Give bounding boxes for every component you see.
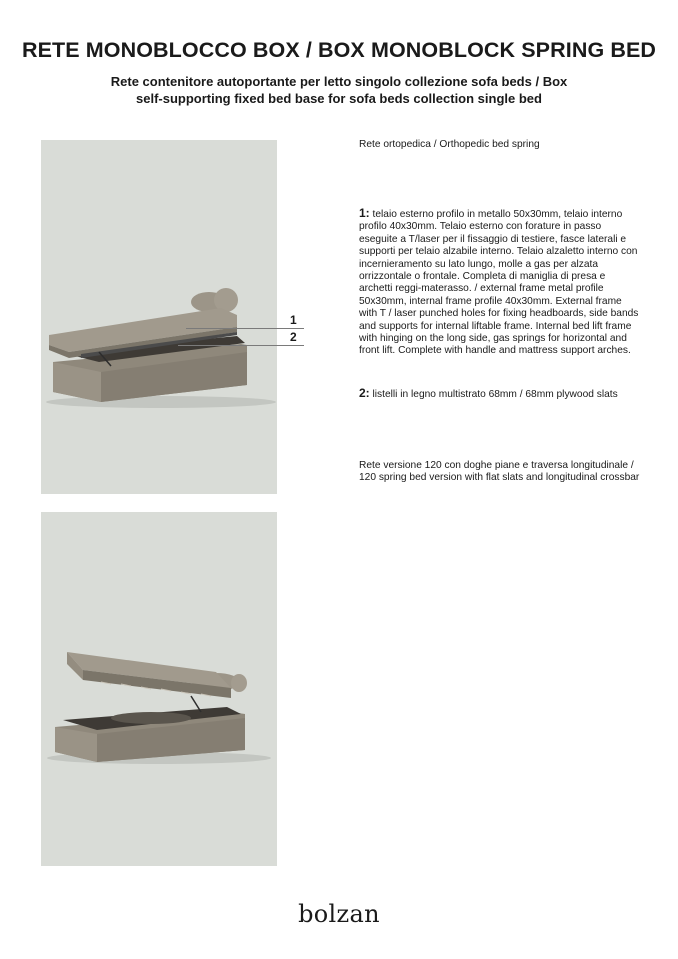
spec-item-1-text: telaio esterno profilo in metallo 50x30mm, telaio interno profilo 40x30mm. Telaio esterno con forature in passo eseguite a T/laser per il fissaggio di testiere, fasce laterali e supporti per telaio alzabile interno. Telaio alzaletto interno con incernieramento su lato lungo, molle a gas per alzata orrizzontale o frontale. Completa di maniglia di presa e archetti reggi-materasso. / external frame metal profile 50x30mm, internal frame profile 40x30mm. External frame with T / laser punched holes for fixing headboards, side bands and supports for internal liftable frame. Internal bed lift frame with hinging on the long side, gas springs for horizontal and front lift. Complete with handle and mattress support arches.: [359, 209, 639, 357]
spec-item-2-number: 2:: [359, 386, 370, 400]
page-subtitle: [0, 73, 678, 107]
bed-illustration-2: [41, 512, 277, 866]
callout-number-2: 2: [290, 330, 297, 344]
bed-photo-lifted-side: [41, 140, 277, 494]
page-title: RETE MONOBLOCCO BOX / BOX MONOBLOCK SPRING BED: [21, 38, 657, 62]
callout-line-2: [178, 345, 304, 346]
brand-logo: bolzan: [298, 900, 380, 928]
subtitle-line-1: Rete contenitore autoportante per letto singolo collezione sofa beds / Box: [110, 74, 568, 89]
subtitle-line-2: self-supporting fixed bed base for sofa beds collection single bed: [136, 91, 542, 106]
spec-item-2-text: listelli in legno multistrato 68mm / 68mm plywood slats: [372, 389, 618, 400]
spec-item-1-number: 1:: [359, 206, 370, 220]
spec-note: Rete versione 120 con doghe piane e traversa longitudinale / 120 spring bed version with flat slats and longitudinal crossbar: [359, 460, 640, 484]
spec-item-1: [359, 207, 641, 358]
spec-item-2: [359, 387, 641, 401]
bed-illustration-1: [41, 140, 277, 494]
callout-number-1: 1: [290, 313, 297, 327]
callout-line-1: [186, 328, 304, 329]
spec-header: Rete ortopedica / Orthopedic bed spring: [359, 139, 540, 150]
bed-photo-opened: [41, 512, 277, 866]
